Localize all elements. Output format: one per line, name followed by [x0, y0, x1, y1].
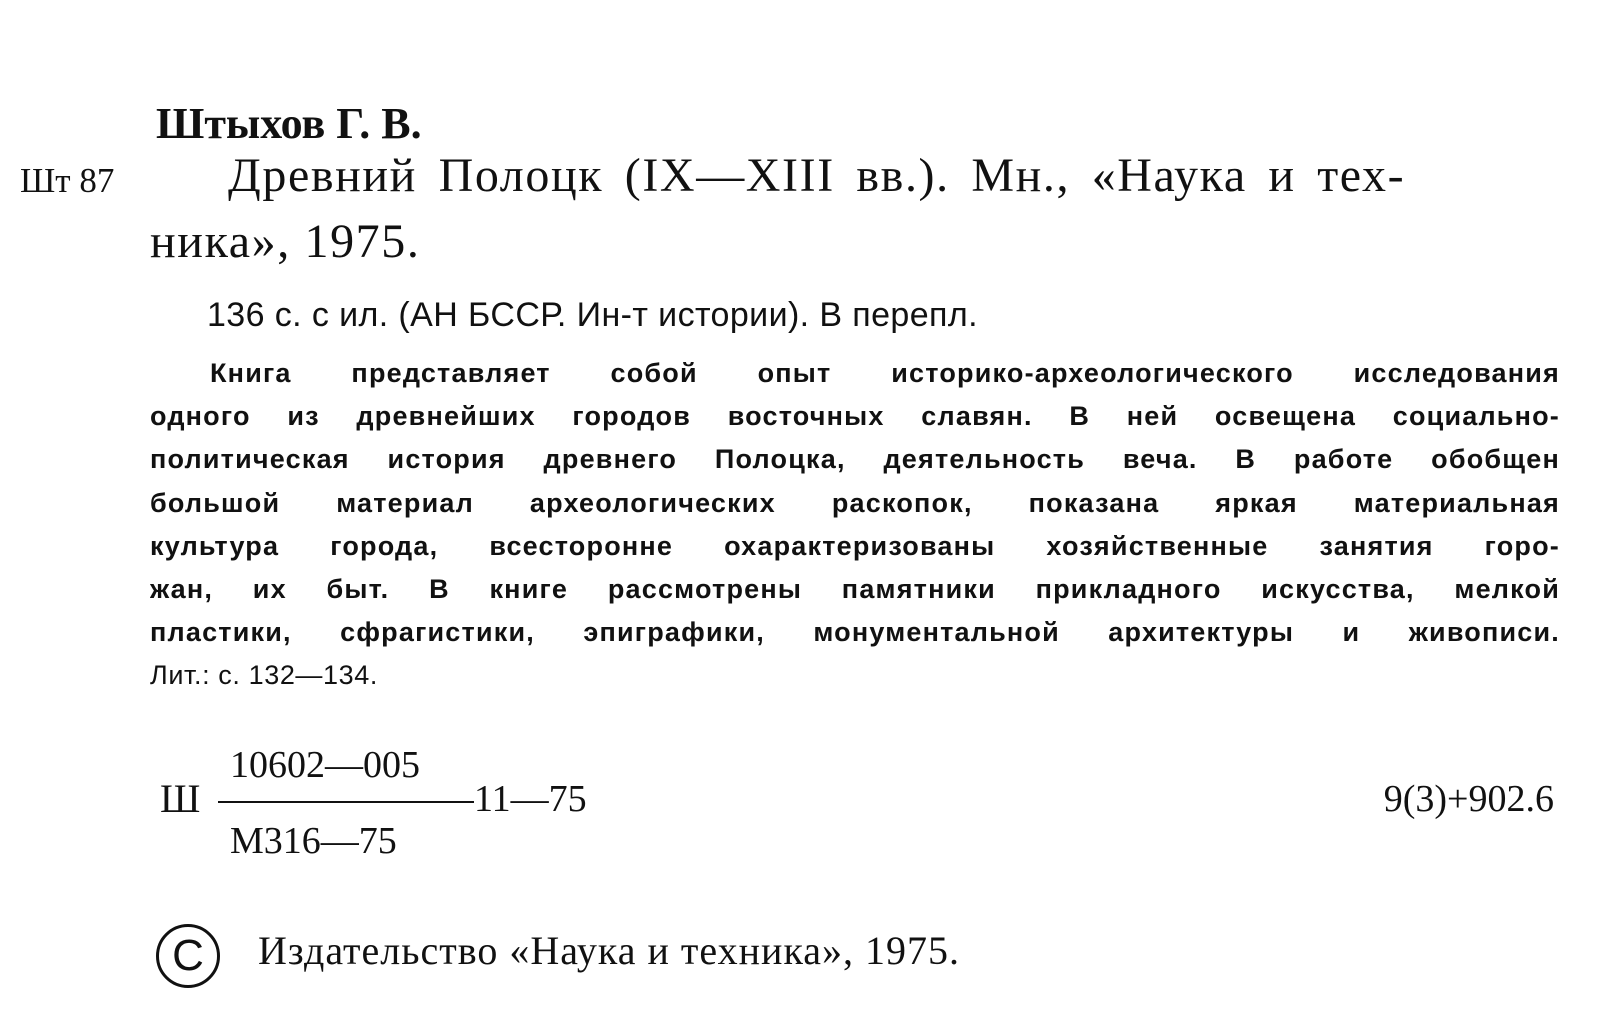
- fraction-bar: [218, 801, 474, 803]
- publisher-copyright: Издательство «Наука и техника», 1975.: [258, 928, 961, 973]
- classification-numerator: 10602—005: [230, 744, 420, 786]
- classification-denominator: М316—75: [230, 820, 397, 862]
- annotation-references: Лит.: с. 132—134.: [150, 660, 378, 691]
- annotation-line: Книга представляет собой опыт историко-археологического исследования: [210, 358, 1560, 388]
- annotation-line: политическая история древнего Полоцка, деятельность веча. В работе обобщен: [150, 444, 1560, 475]
- author-name: Штыхов Г. В.: [156, 99, 422, 148]
- physical-description: 136 с. с ил. (АН БССР. Ин-т истории). В перепл.: [207, 296, 978, 334]
- annotation-line: жан, их быт. В книге рассмотрены памятники прикладного искусства, мелкой: [150, 573, 1560, 604]
- annotation: [150, 352, 1560, 698]
- udc-index: 9(3)+902.6: [1383, 778, 1554, 820]
- annotation-line: культура города, всесторонне охарактеризованы хозяйственные занятия горо-: [150, 530, 1560, 561]
- title-line-2: ника», 1975.: [150, 215, 421, 268]
- title-line-1: Древний Полоцк (IX—XIII вв.). Мн., «Наука и тех-: [228, 149, 1406, 202]
- annotation-line: одного из древнейших городов восточных славян. В ней освещена социально-: [150, 401, 1560, 432]
- copyright-icon: С: [156, 924, 220, 988]
- classification-letter: Ш: [160, 776, 201, 821]
- annotation-line: большой материал археологических раскопок, показана яркая материальная: [150, 487, 1560, 518]
- annotation-line: пластики, сфрагистики, эпиграфики, монументальной архитектуры и живописи.: [150, 617, 1560, 648]
- shelf-mark: Шт 87: [20, 161, 115, 200]
- classification-suffix: 11—75: [474, 778, 587, 820]
